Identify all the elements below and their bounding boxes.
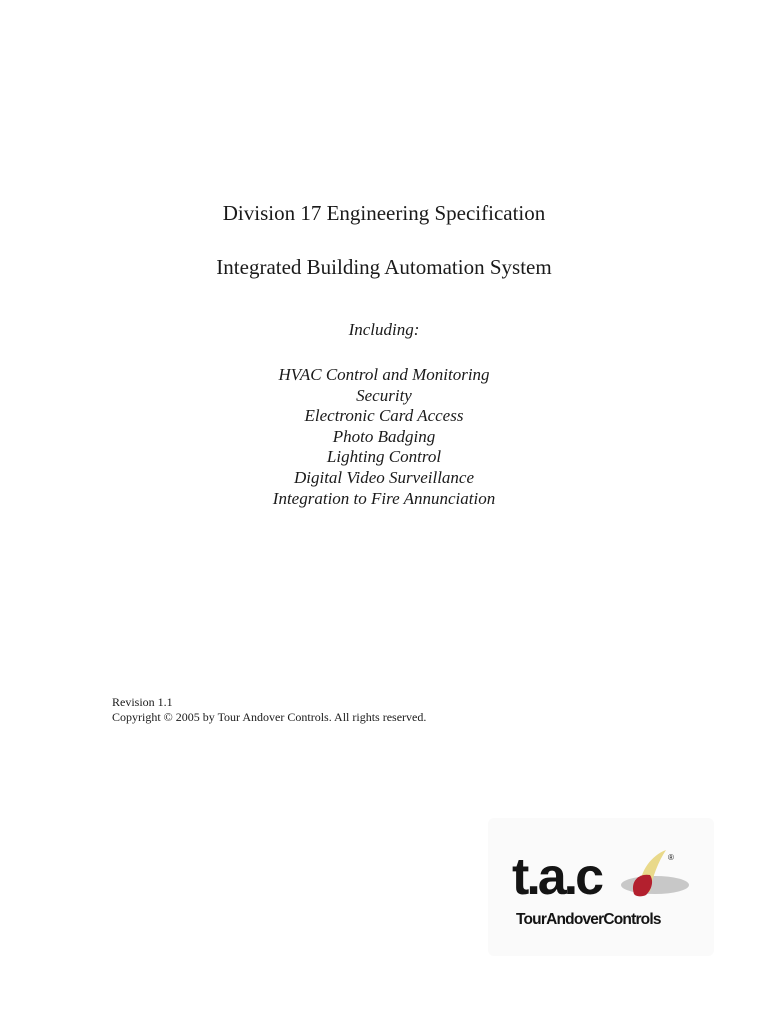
list-item: Electronic Card Access [304,406,464,426]
list-item: HVAC Control and Monitoring [278,365,490,384]
list-item: Photo Badging [332,426,436,446]
copyright-notice: Copyright © 2005 by Tour Andover Controls. All rights reserved. [112,710,427,724]
registered-mark: ® [668,853,674,862]
list-item: Lighting Control [326,447,442,467]
list-item: Security [356,385,412,405]
list-item: Integration to Fire Annunciation [272,488,496,508]
tac-logo [500,838,700,938]
flame-shadow [621,876,689,894]
revision-block [112,695,426,725]
list-item: Digital Video Surveillance [293,467,475,487]
logo-wordmark: t.a.c [512,848,602,906]
logo-company-name: TourAndoverControls [516,911,661,928]
revision-number: Revision 1.1 [112,695,173,709]
including-label: Including: [348,320,420,339]
spec-title: Division 17 Engineering Specification [222,201,546,225]
feature-list [0,365,768,509]
spec-subtitle: Integrated Building Automation System [216,255,552,279]
flame-icon [621,850,689,896]
